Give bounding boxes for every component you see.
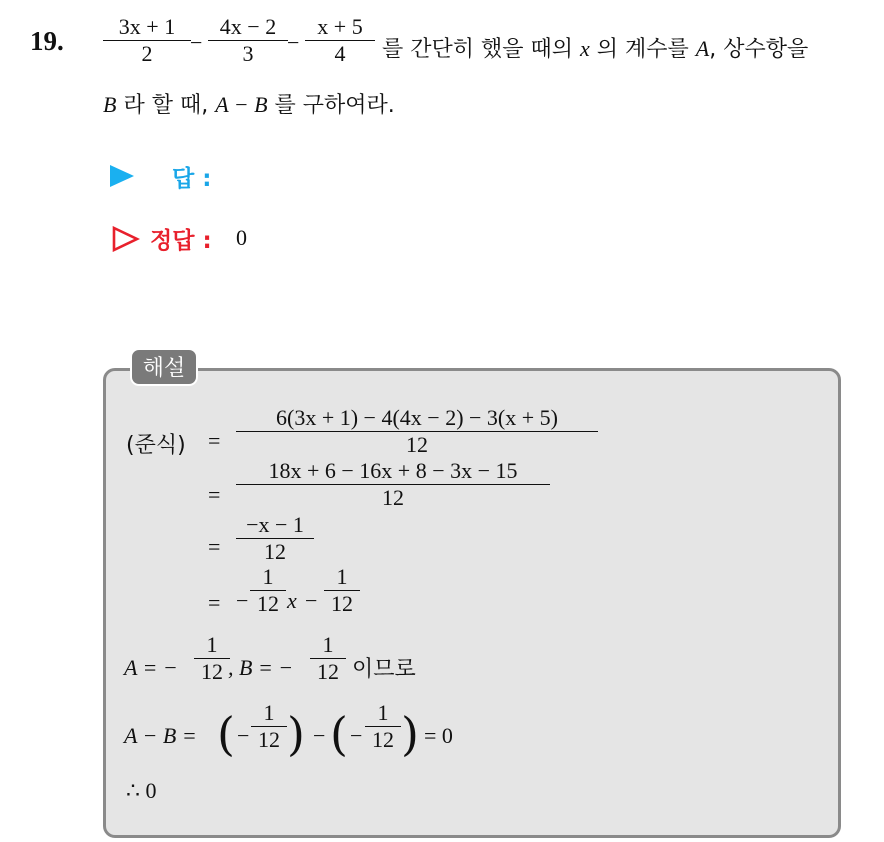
variable-B: B xyxy=(103,92,117,117)
fraction-numerator: 3x + 1 xyxy=(118,14,176,39)
fraction-numerator: 1 xyxy=(377,700,389,725)
fraction-denominator: 12 xyxy=(365,726,401,753)
fraction-numerator: 1 xyxy=(263,700,275,725)
row4-fraction-1 xyxy=(250,564,286,617)
row1-lead xyxy=(126,428,186,459)
question-fraction-1 xyxy=(103,14,191,67)
open-paren: ( xyxy=(330,707,348,761)
row2-fraction xyxy=(236,458,550,511)
row5-A: A = − xyxy=(124,655,178,680)
fraction-numerator: 1 xyxy=(322,632,334,657)
expression: A − B xyxy=(215,92,268,117)
minus-sign: − xyxy=(287,30,300,55)
fraction-denominator: 3 xyxy=(208,40,288,67)
row6-fraction-2 xyxy=(365,700,401,753)
equals-sign: = xyxy=(208,590,221,615)
fraction-denominator: 12 xyxy=(194,658,230,685)
fraction-numerator: 1 xyxy=(262,564,274,589)
fraction-denominator: 12 xyxy=(250,590,286,617)
row3-fraction xyxy=(236,512,314,565)
fraction-numerator: 1 xyxy=(336,564,348,589)
question-text: 를 구하여라. xyxy=(274,93,395,118)
correct-answer-label: 정답 : xyxy=(150,228,212,254)
equals-sign: = xyxy=(208,534,221,559)
fraction-denominator: 12 xyxy=(236,538,314,565)
question-line-2 xyxy=(103,88,395,119)
question-line-1 xyxy=(382,32,808,63)
row6-rhs: = 0 xyxy=(424,723,453,748)
variable-x: x xyxy=(287,588,297,613)
question-number: 19. xyxy=(30,26,64,56)
question-fraction-2 xyxy=(208,14,288,67)
minus-sign: − xyxy=(350,723,363,748)
question-text: 를 간단히 했을 때의 xyxy=(382,37,573,62)
fraction-denominator: 12 xyxy=(251,726,287,753)
row5-B: , B = − xyxy=(228,655,294,680)
fraction-denominator: 12 xyxy=(236,431,598,458)
question-text: 의 계수를 xyxy=(596,37,689,62)
close-paren: ) xyxy=(401,707,419,761)
minus-sign: − xyxy=(313,723,326,748)
minus-sign: − xyxy=(237,723,250,748)
question-fraction-3 xyxy=(305,14,375,67)
minus-sign: − xyxy=(236,588,249,613)
row6-fraction-1 xyxy=(251,700,287,753)
fraction-numerator: 1 xyxy=(206,632,218,657)
fraction-numerator: x + 5 xyxy=(317,14,363,39)
row6-lhs: A − B = xyxy=(124,723,197,748)
fraction-denominator: 4 xyxy=(305,40,375,67)
correct-answer-arrow-icon xyxy=(112,226,140,252)
row1-lead-text: (준식) xyxy=(126,433,186,458)
equals-sign: = xyxy=(208,482,221,507)
row5-fraction-1 xyxy=(194,632,230,685)
fraction-numerator: 6(3x + 1) − 4(4x − 2) − 3(x + 5) xyxy=(276,405,558,430)
fraction-denominator: 2 xyxy=(103,40,191,67)
minus-sign: − xyxy=(190,30,203,55)
answer-arrow-icon xyxy=(110,165,134,187)
close-paren: ) xyxy=(287,707,305,761)
question-text: 라 할 때, xyxy=(123,93,209,118)
question-text: , 상수항을 xyxy=(709,37,809,62)
fraction-numerator: −x − 1 xyxy=(246,512,304,537)
row4-fraction-2 xyxy=(324,564,360,617)
fraction-numerator: 4x − 2 xyxy=(219,14,277,39)
open-paren: ( xyxy=(217,707,235,761)
answer-label: 답 : xyxy=(172,166,212,192)
explanation-tag: 해설 xyxy=(130,348,198,386)
therefore-line: ∴ 0 xyxy=(126,778,157,803)
fraction-denominator: 12 xyxy=(324,590,360,617)
row5-fraction-2 xyxy=(310,632,346,685)
correct-answer-value: 0 xyxy=(236,225,247,250)
fraction-denominator: 12 xyxy=(310,658,346,685)
fraction-denominator: 12 xyxy=(236,484,550,511)
variable-A: A xyxy=(695,36,710,61)
minus-sign: − xyxy=(305,588,318,613)
equals-sign: = xyxy=(208,428,221,453)
fraction-numerator: 18x + 6 − 16x + 8 − 3x − 15 xyxy=(268,458,518,483)
row5-text: 이므로 xyxy=(352,657,416,682)
variable-x: x xyxy=(580,36,590,61)
row1-fraction xyxy=(236,405,598,458)
